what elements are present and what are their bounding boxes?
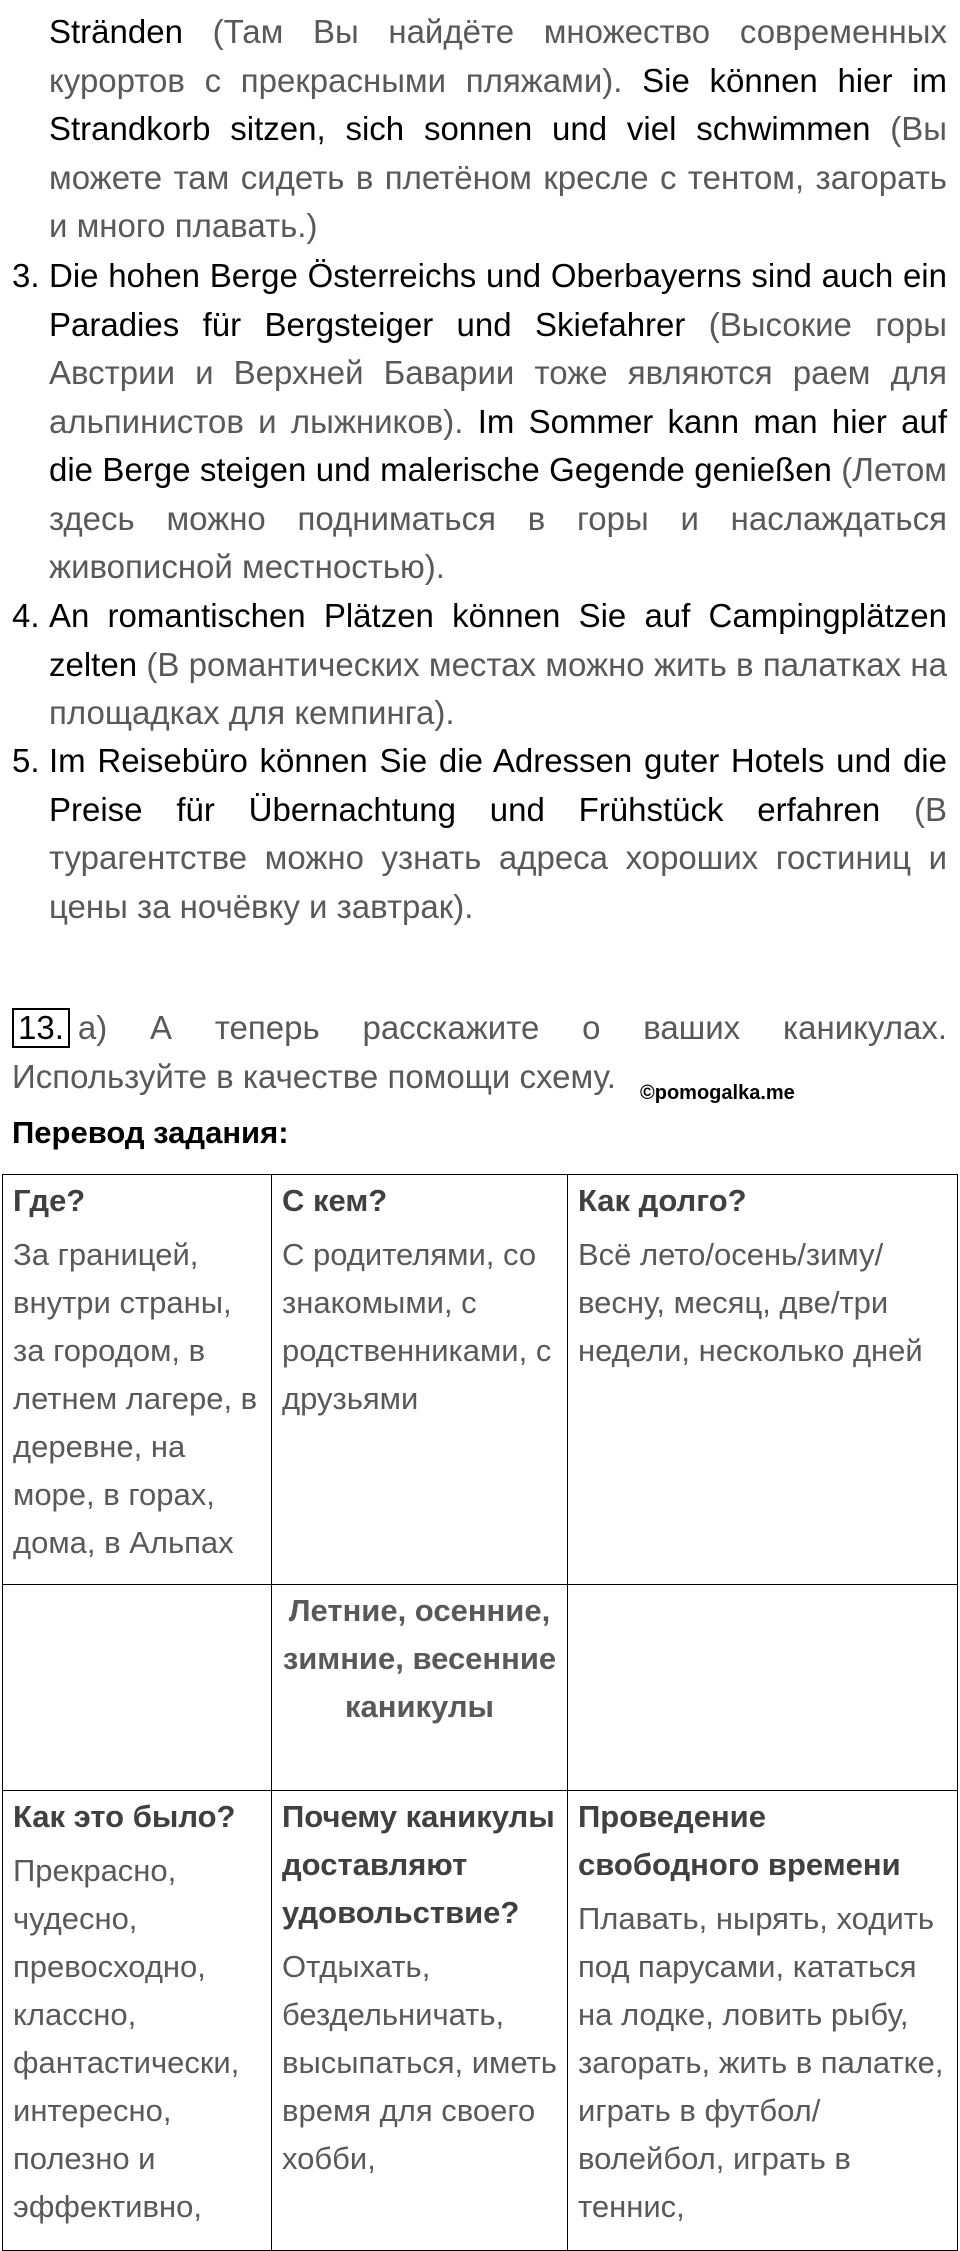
table-row	[3, 1175, 958, 1585]
table-cell-empty	[568, 1585, 958, 1791]
translation-ru: (В романтических местах можно жить в палатках на площадках для кемпинга).	[49, 645, 947, 731]
table-cell-how-was-it	[3, 1791, 272, 2251]
list-number: 3.	[12, 257, 40, 294]
table-cell-center-topic: Летние, осенние, зимние, весенние каникулы	[272, 1585, 568, 1791]
item-text	[49, 737, 947, 931]
table-cell-with-whom	[272, 1175, 568, 1585]
list-number: 5.	[12, 742, 40, 779]
cell-heading: С кем?	[282, 1183, 388, 1218]
sentence-de: Die hohen Berge Österreichs und Oberbayerns sind auch ein Paradies für Bergsteiger und Skiefahrer	[49, 257, 947, 343]
cell-body: Всё лето/осень/зиму/весну, месяц, две/три недели, несколько дней	[578, 1237, 923, 1368]
site-credit: ©pomogalka.me	[640, 1082, 795, 1104]
table-cell-why-enjoyable	[272, 1791, 568, 2251]
item-text	[49, 252, 947, 592]
table-row	[3, 1585, 958, 1791]
cell-heading: Как долго?	[578, 1183, 747, 1218]
list-item-4	[12, 592, 947, 738]
scheme-table	[2, 1174, 958, 2251]
translation-ru: (В турагентстве можно узнать адреса хороших гостиниц и цены за ночёвку и завтрак).	[49, 790, 947, 925]
sentence-de: Stränden	[49, 13, 183, 50]
task-number-box: 13.	[12, 1008, 70, 1048]
table-cell-free-time	[568, 1791, 958, 2251]
sentence-de: Sie können hier im Strandkorb sitzen, sich sonnen und viel schwimmen	[49, 61, 947, 147]
cell-body: С родителями, со знакомыми, с родственниками, с друзьями	[282, 1237, 552, 1416]
cell-heading: Где?	[13, 1183, 86, 1218]
list-item-5	[12, 737, 947, 931]
cell-body: Плавать, нырять, ходить под парусами, кататься на лодке, ловить рыбу, загорать, жить в палатке, играть в футбол/волейбол, играть в теннис,	[578, 1901, 944, 2224]
cell-heading: Проведение свободного времени	[578, 1799, 901, 1882]
sentence-de: Im Reisebüro können Sie die Adressen guter Hotels und die Preise für Übernachtung und Frühstück erfahren	[49, 742, 947, 828]
table-cell-where	[3, 1175, 272, 1585]
cell-body: Отдыхать, бездельничать, высыпаться, иметь время для своего хобби,	[282, 1949, 557, 2176]
sentence-de: Im Sommer kann man hier auf die Berge steigen und malerische Gegende genießen	[49, 402, 948, 488]
cell-heading: Как это было?	[13, 1799, 236, 1834]
table-row	[3, 1791, 958, 2251]
translation-ru: (Летом здесь можно подниматься в горы и наслаждаться живописной местностью).	[49, 451, 947, 585]
item-2-tail	[49, 8, 947, 251]
sentence-de: An romantischen Plätzen können Sie auf Campingplätzen zelten	[49, 597, 947, 683]
translation-ru: (Высокие горы Австрии и Верхней Баварии тоже являются раем для альпинистов и лыжников).	[49, 305, 947, 440]
translation-ru: (Там Вы найдёте множество современных курортов с прекрасными пляжами).	[49, 13, 947, 99]
cell-body: За границей, внутри страны, за городом, в летнем лагере, в деревне, на море, в горах, дома, в Альпах	[13, 1237, 258, 1560]
cell-body: Прекрасно, чудесно, превосходно, классно, фантастически, интересно, полезно и эффективно,	[13, 1853, 240, 2224]
list-number: 4.	[12, 597, 40, 634]
item-text	[49, 592, 947, 738]
table-cell-how-long	[568, 1175, 958, 1585]
translation-ru: (Вы можете там сидеть в плетёном кресле с тентом, загорать и много плавать.)	[49, 110, 947, 244]
table-cell-empty	[3, 1585, 272, 1791]
task-text: а) А теперь расскажите о ваших каникулах. Используйте в качестве помощи схему.	[12, 1009, 947, 1095]
cell-heading: Почему каникулы доставляют удовольствие?	[282, 1799, 555, 1930]
task-13	[12, 1004, 947, 1101]
translation-heading: Перевод задания:	[12, 1115, 289, 1150]
list-item-3	[12, 252, 947, 592]
